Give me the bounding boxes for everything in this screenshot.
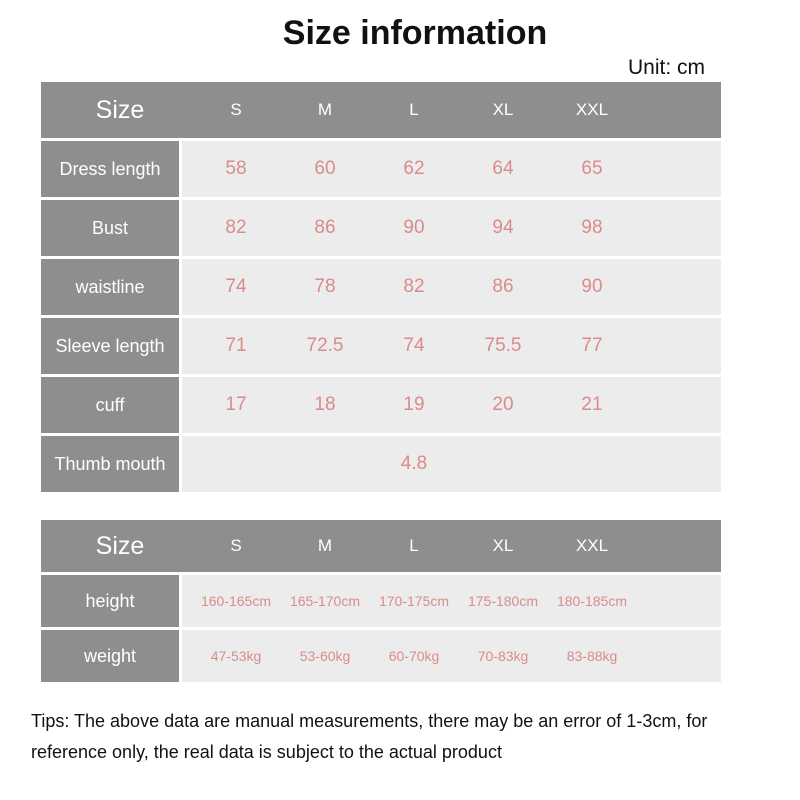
cell-value: 70-83kg [477, 648, 529, 664]
header-size-l: L [409, 100, 419, 119]
cell-value: 86 [492, 276, 514, 297]
cell-value: 20 [492, 394, 514, 415]
table-row [41, 377, 721, 433]
cell-value: 98 [581, 217, 603, 238]
table-row [41, 259, 721, 315]
tips-note: Tips: The above data are manual measurements, there may be an error of 1-3cm, for reference only, the real data is subject to the actual product [31, 711, 708, 762]
header-size-l: L [409, 536, 419, 555]
cell-value: 86 [314, 217, 336, 238]
cell-value: 21 [581, 394, 603, 415]
cell-value: 82 [225, 217, 247, 238]
cell-value: 175-180cm [467, 593, 539, 609]
row-label: Bust [41, 200, 179, 256]
cell-value: 90 [581, 276, 603, 297]
table-row [41, 436, 721, 492]
cell-value: 160-165cm [200, 593, 272, 609]
row-label: Sleeve length [41, 318, 179, 374]
header-size-xxl: XXL [575, 536, 609, 555]
cell-value: 180-185cm [556, 593, 628, 609]
header-size-xl: XL [492, 100, 514, 119]
cell-value: 64 [492, 158, 514, 179]
table-row [41, 200, 721, 256]
header-size-m: M [317, 100, 333, 119]
cell-value [275, 436, 375, 492]
header-size-label: Size [95, 95, 145, 124]
row-values [182, 141, 721, 197]
cell-value: 58 [225, 158, 247, 179]
header-size-s: S [230, 100, 242, 119]
size-table [41, 82, 721, 492]
cell-value: 62 [403, 158, 425, 179]
cell-value [186, 436, 286, 492]
row-values [182, 200, 721, 256]
cell-value: 53-60kg [299, 648, 351, 664]
header-size-xxl: XXL [575, 100, 609, 119]
row-label: cuff [41, 377, 179, 433]
cell-value: 47-53kg [210, 648, 262, 664]
row-label: weight [41, 630, 179, 682]
row-label: waistline [41, 259, 179, 315]
row-label: Dress length [41, 141, 179, 197]
cell-value: 170-175cm [378, 593, 450, 609]
cell-value: 4.8 [400, 453, 428, 474]
cell-value: 74 [225, 276, 247, 297]
cell-value: 65 [581, 158, 603, 179]
cell-value: 75.5 [484, 335, 522, 356]
row-values [182, 630, 721, 682]
cell-value [453, 436, 553, 492]
row-values [182, 259, 721, 315]
header-size-m: M [317, 536, 333, 555]
size-table-header [41, 82, 721, 138]
cell-value: 78 [314, 276, 336, 297]
row-label: height [41, 575, 179, 627]
cell-value: 82 [403, 276, 425, 297]
row-values [182, 436, 721, 492]
cell-value: 18 [314, 394, 336, 415]
cell-value: 83-88kg [566, 648, 618, 664]
cell-value: 60 [314, 158, 336, 179]
table-row [41, 630, 721, 682]
table-row [41, 318, 721, 374]
table-row [41, 575, 721, 627]
header-size-xl: XL [492, 536, 514, 555]
cell-value: 74 [403, 335, 425, 356]
cell-value: 165-170cm [289, 593, 361, 609]
unit-label: Unit: cm [628, 56, 706, 79]
header-size-s: S [230, 536, 242, 555]
cell-value: 72.5 [306, 335, 344, 356]
height-weight-table-header [41, 520, 721, 572]
page-title: Size information [282, 14, 548, 52]
cell-value: 77 [581, 335, 603, 356]
cell-value [542, 436, 642, 492]
row-values [182, 575, 721, 627]
header-size-label: Size [95, 531, 145, 560]
cell-value: 17 [225, 394, 247, 415]
row-values [182, 377, 721, 433]
cell-value: 60-70kg [388, 648, 440, 664]
cell-value: 19 [403, 394, 425, 415]
row-values [182, 318, 721, 374]
cell-value: 90 [403, 217, 425, 238]
cell-value: 71 [225, 335, 247, 356]
row-label: Thumb mouth [41, 436, 179, 492]
cell-value: 94 [492, 217, 514, 238]
height-weight-table [41, 520, 721, 682]
table-row [41, 141, 721, 197]
